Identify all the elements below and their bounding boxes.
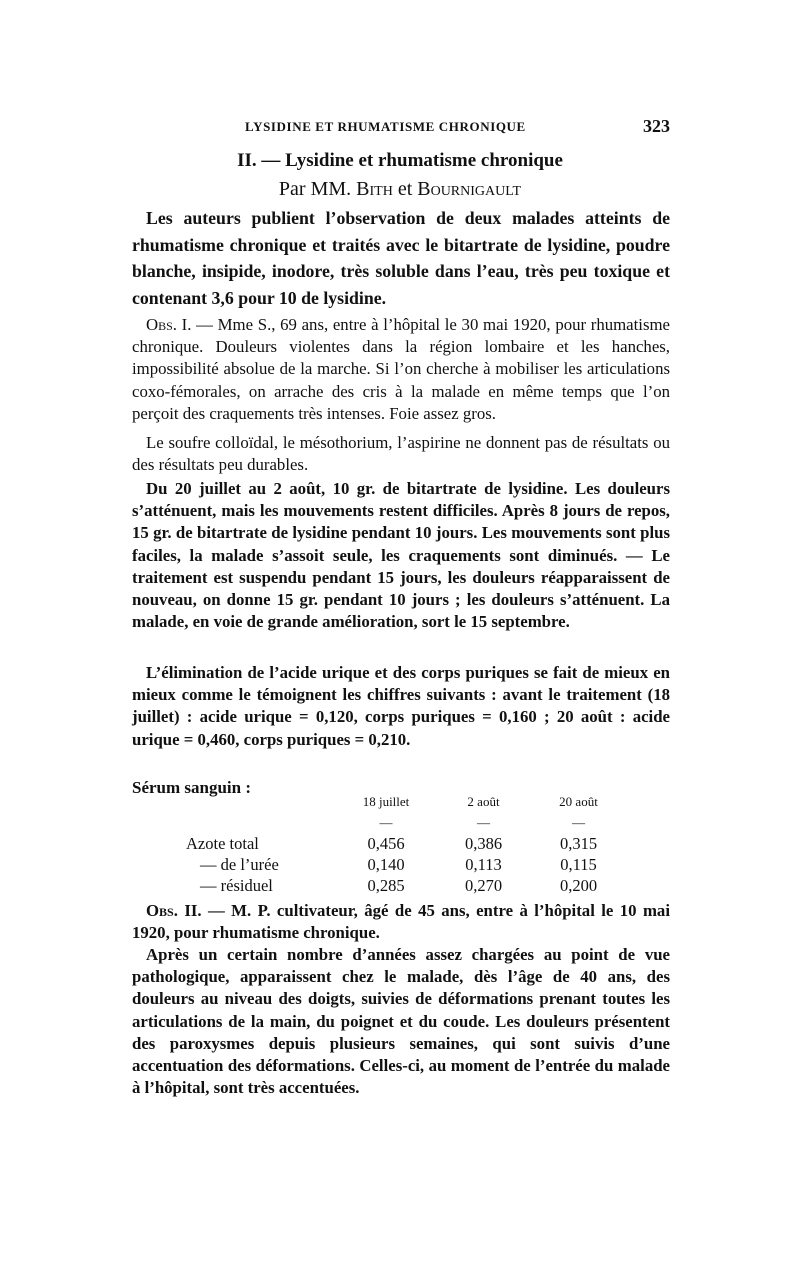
serum-table xyxy=(186,792,626,896)
row-label: Azote total xyxy=(186,833,259,853)
column-dash: — xyxy=(477,814,490,830)
obs1-paragraph-3: Du 20 juillet au 2 août, 10 gr. de bitartrate de lysidine. Les douleurs s’atténuent, mais les mouvements restent difficiles. Après 8 jours de repos, 15 gr. de bitartrate de lysidine pendant 10 jours. Les mouvements sont plus faciles, la malade s’assoit seule, les craquements sont diminués. — Le traitement est suspendu pendant 15 jours, les douleurs réapparaissent de nouveau, on donne 15 gr. pendant 10 jours ; les douleurs s’atténuent. La malade, en voie de grande amélioration, sort le 15 septembre. xyxy=(132,479,670,632)
author-name: Bournigault xyxy=(417,178,522,200)
table-header-row xyxy=(186,792,626,812)
author-name: Bith xyxy=(356,178,393,200)
row-label: — de l’urée xyxy=(200,854,279,874)
obs2-paragraph-1 xyxy=(132,900,670,944)
obs2-text: — M. P. cultivateur, âgé de 45 ans, entre à l’hôpital le 10 mai 1920, pour rhumatisme chronique. xyxy=(132,901,670,943)
obs1-paragraph-4: L’élimination de l’acide urique et des corps puriques se fait de mieux en mieux comme le témoignent les chiffres suivants : avant le traitement (18 juillet) : acide urique = 0,120, corps puriques = 0,160 ; 20 août : acide urique = 0,460, corps puriques = 0,210. xyxy=(132,663,670,749)
section-title: II. — Lysidine et rhumatisme chronique xyxy=(237,150,563,171)
obs2-paragraph-2: Après un certain nombre d’années assez chargées au point de vue pathologique, apparaissent chez le malade, dès l’âge de 40 ans, des douleurs au niveau des doigts, suivies de déformations prenant toutes les articulations de la main, du poignet et du coude. Les douleurs présentent des paroxysmes depuis plusieurs semaines, qui sont suivis d’une accentuation des déformations. Celles-ci, au moment de l’entrée du malade à l’hôpital, sont très accentuées. xyxy=(132,945,670,1098)
page-number: 323 xyxy=(643,116,670,136)
table-row xyxy=(186,854,626,875)
table-cell: 0,285 xyxy=(367,875,405,895)
table-cell: 0,115 xyxy=(560,854,597,874)
table-row xyxy=(186,833,626,854)
table-cell: 0,315 xyxy=(559,833,598,853)
table-cell: 0,200 xyxy=(559,875,598,895)
column-header: 18 juillet xyxy=(362,794,410,809)
obs1-paragraph-2: Le soufre colloïdal, le mésothorium, l’aspirine ne donnent pas de résultats ou des résultats peu durables. xyxy=(132,433,670,475)
serum-label: Sérum sanguin : xyxy=(132,778,252,797)
table-header-blank xyxy=(186,792,336,812)
table-cell: 0,386 xyxy=(464,833,503,853)
byline-conjunction: et xyxy=(392,178,418,200)
obs-label: Obs. I. xyxy=(146,315,192,334)
column-header: 20 août xyxy=(559,794,598,809)
obs-label: Obs. II. xyxy=(146,901,202,920)
column-dash: — xyxy=(572,814,585,830)
table-row xyxy=(186,875,626,896)
table-cell: 0,113 xyxy=(465,854,502,874)
byline-prefix: Par MM. xyxy=(278,178,357,200)
intro-paragraph: Les auteurs publient l’observation de deux malades atteints de rhumatisme chronique et traités avec le bitartrate de lysidine, poudre blanche, insipide, inodore, très soluble dans l’eau, très peu toxique et contenant 3,6 pour 10 de lysidine. xyxy=(132,208,670,308)
obs1-paragraph-1 xyxy=(132,314,670,425)
row-label: — résiduel xyxy=(200,875,273,895)
table-cell: 0,140 xyxy=(367,854,405,874)
column-header: 2 août xyxy=(467,794,500,809)
column-dash: — xyxy=(379,814,393,830)
page-header xyxy=(132,116,670,140)
table-cell: 0,270 xyxy=(464,875,503,895)
obs1-text: — Mme S., 69 ans, entre à l’hôpital le 30 mai 1920, pour rhumatisme chronique. Douleurs violentes dans la région lombaire et les hanches, impossibilité absolue de la marche. Si l’on cherche à mobiliser les articulations coxo-fémorales, on arrache des cris à la malade en même temps que l’on perçoit des craquements très intenses. Foie assez gros. xyxy=(132,315,670,423)
dash-blank xyxy=(186,812,336,833)
table-cell: 0,456 xyxy=(367,833,405,853)
byline xyxy=(0,178,800,201)
table-dash-row xyxy=(186,812,626,833)
running-head: LYSIDINE ET RHUMATISME CHRONIQUE xyxy=(245,119,526,134)
